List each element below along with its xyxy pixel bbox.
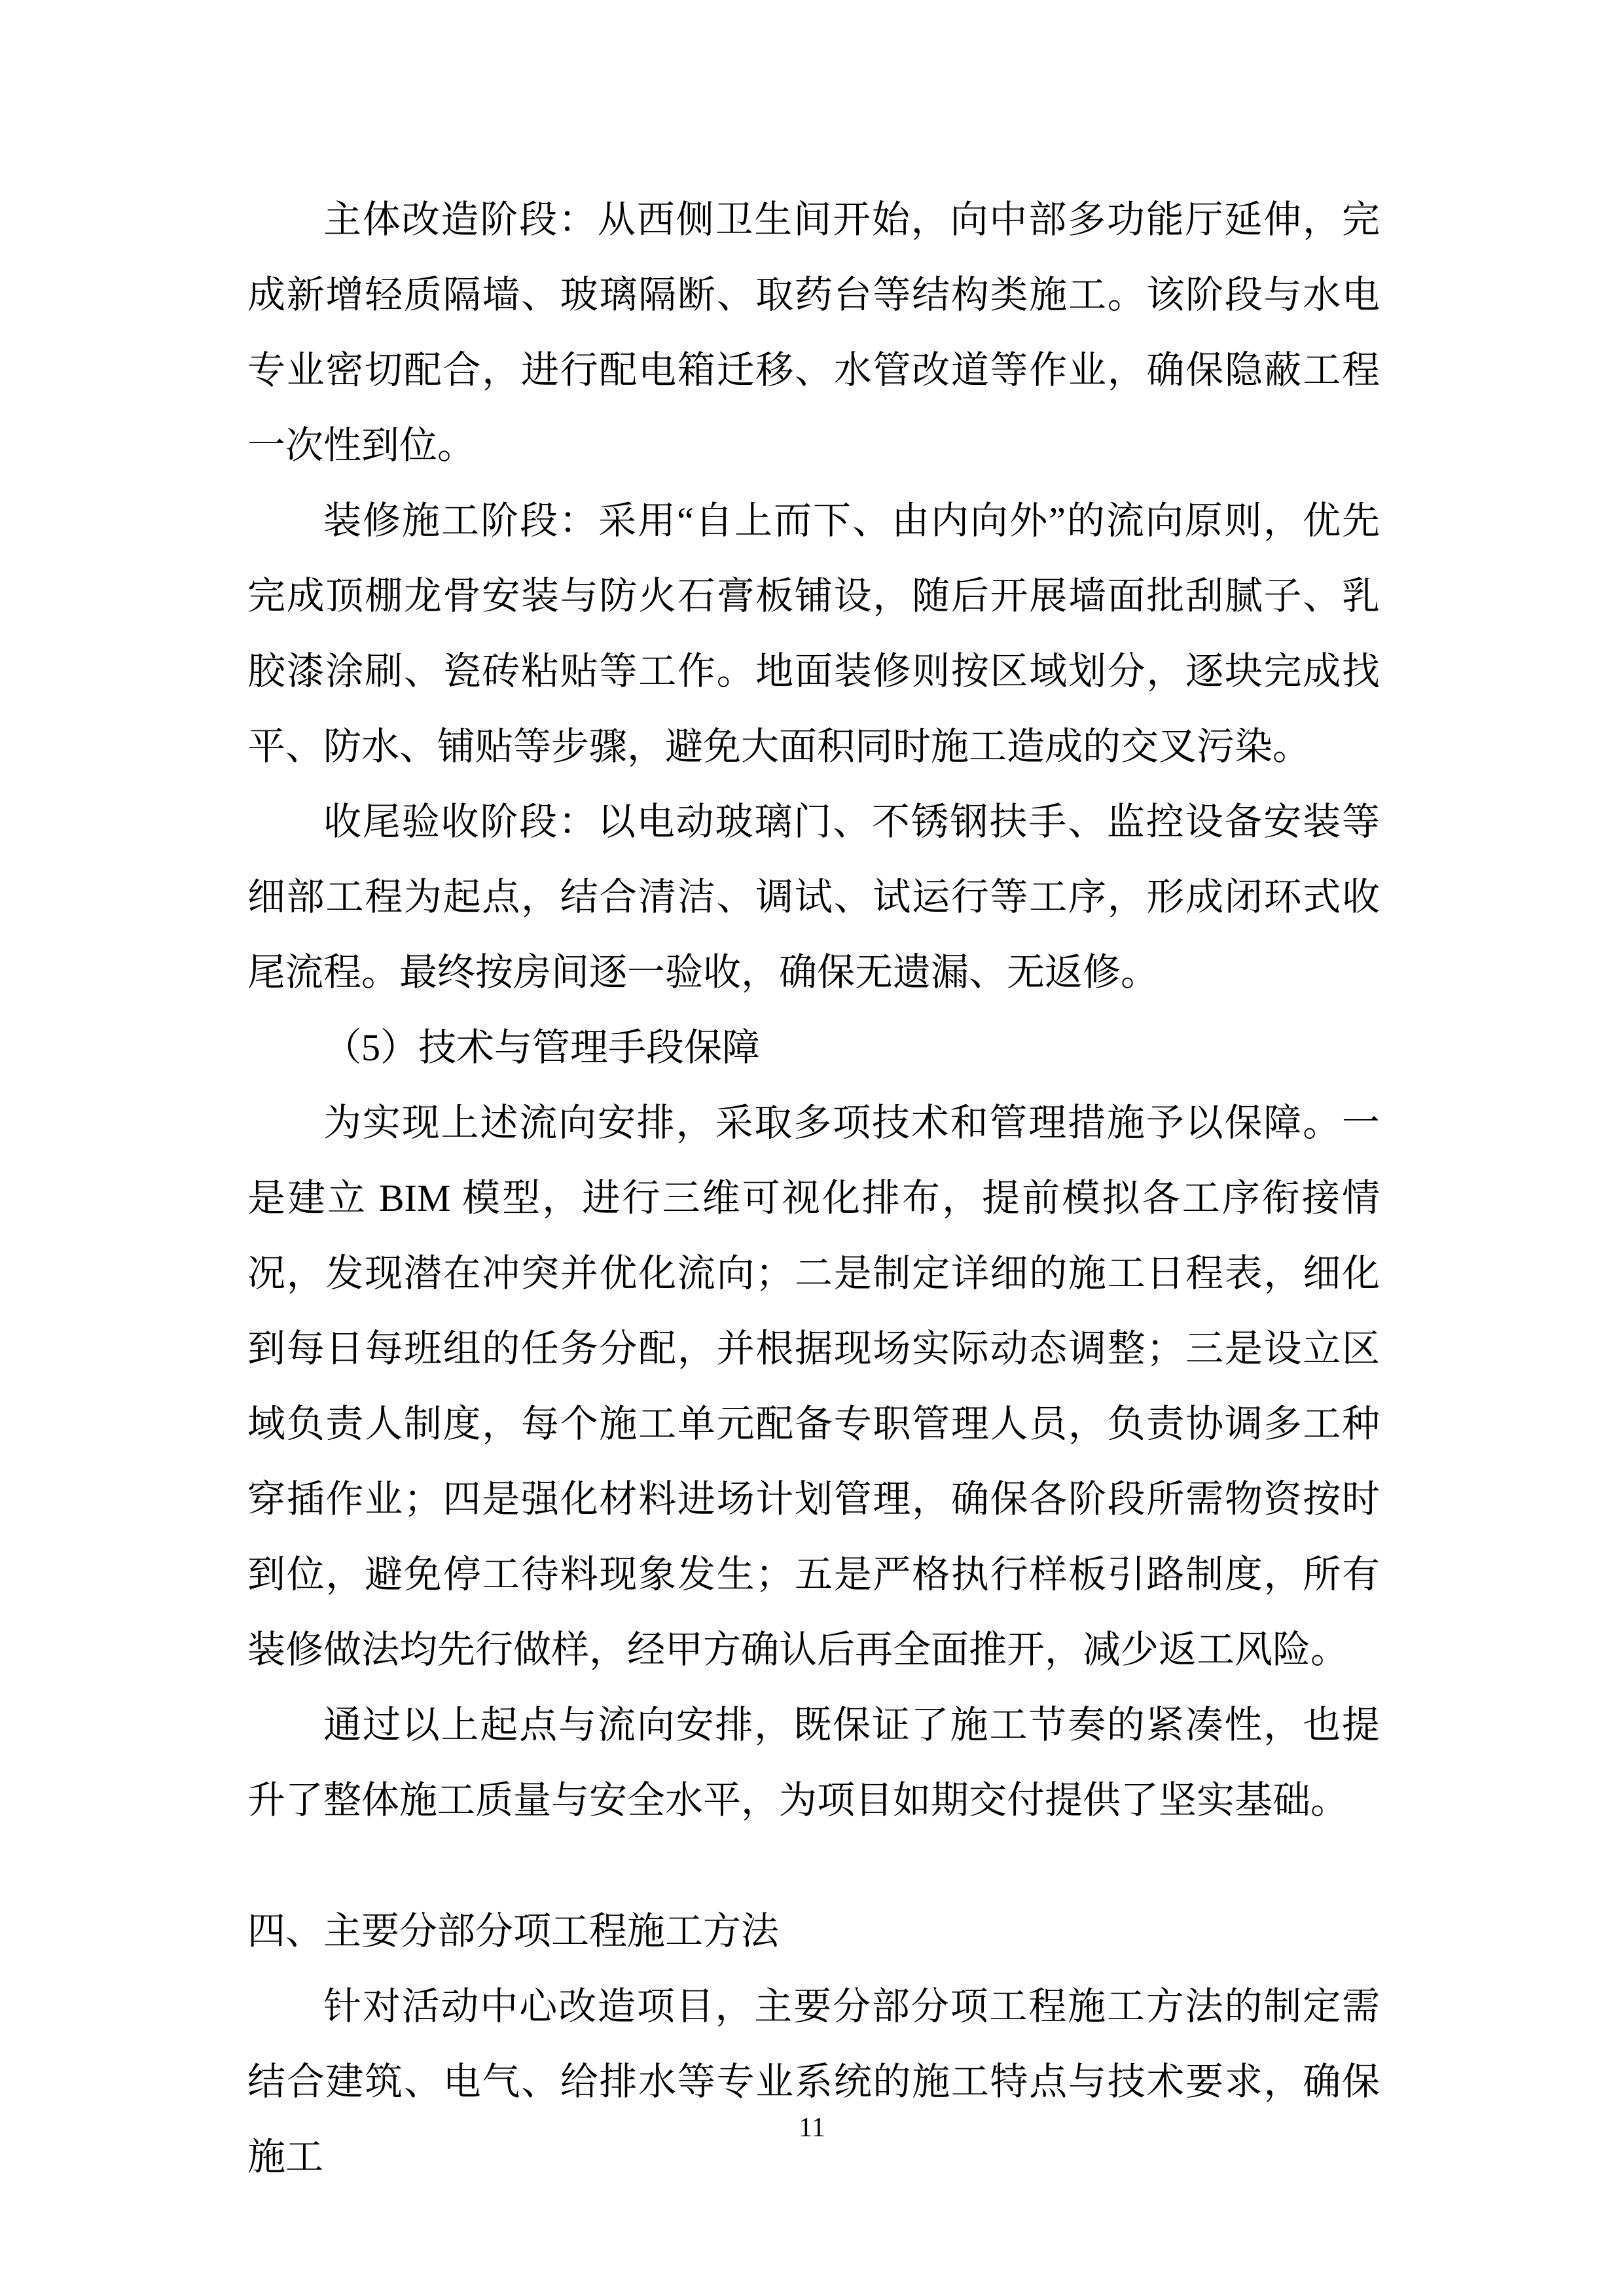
paragraph-closing-acceptance-phase: 收尾验收阶段：以电动玻璃门、不锈钢扶手、监控设备安装等细部工程为起点，结合清洁、调试、试运行等工序，形成闭环式收尾流程。最终按房间逐一验收，确保无遗漏、无返修。 <box>247 800 1380 994</box>
document-body <box>247 182 1380 2195</box>
paragraph-section-four-intro: 针对活动中心改造项目，主要分部分项工程施工方法的制定需结合建筑、电气、给排水等专业系统的施工特点与技术要求，确保施工 <box>247 1985 1380 2178</box>
paragraph-decoration-phase: 装修施工阶段：采用“自上而下、由内向外”的流向原则，优先完成顶棚龙骨安装与防火石膏板铺设，随后开展墙面批刮腻子、乳胶漆涂刷、瓷砖粘贴等工作。地面装修则按区域划分，逐块完成找平、防水、铺贴等步骤，避免大面积同时施工造成的交叉污染。 <box>247 499 1380 768</box>
section-heading-four: 四、主要分部分项工程施工方法 <box>247 1910 780 1952</box>
subheading-tech-management: （5）技术与管理手段保障 <box>323 1026 761 1069</box>
paragraph-main-renovation-phase: 主体改造阶段：从西侧卫生间开始，向中部多功能厅延伸，完成新增轻质隔墙、玻璃隔断、取药台等结构类施工。该阶段与水电专业密切配合，进行配电箱迁移、水管改道等作业，确保隐蔽工程一次性到位。 <box>247 198 1380 467</box>
paragraph-summary: 通过以上起点与流向安排，既保证了施工节奏的紧凑性，也提升了整体施工质量与安全水平，为项目如期交付提供了坚实基础。 <box>247 1704 1380 1821</box>
paragraph-safeguard-measures: 为实现上述流向安排，采取多项技术和管理措施予以保障。一是建立 BIM 模型，进行三维可视化排布，提前模拟各工序衔接情况，发现潜在冲突并优化流向；二是制定详细的施工日程表，细化到每日每班组的任务分配，并根据现场实际动态调整；三是设立区域负责人制度，每个施工单元配备专职管理人员，负责协调多工种穿插作业；四是强化材料进场计划管理，确保各阶段所需物资按时到位，避免停工待料现象发生；五是严格执行样板引路制度，所有装修做法均先行做样，经甲方确认后再全面推开，减少返工风险。 <box>247 1102 1380 1671</box>
page-number: 11 <box>799 2113 825 2143</box>
